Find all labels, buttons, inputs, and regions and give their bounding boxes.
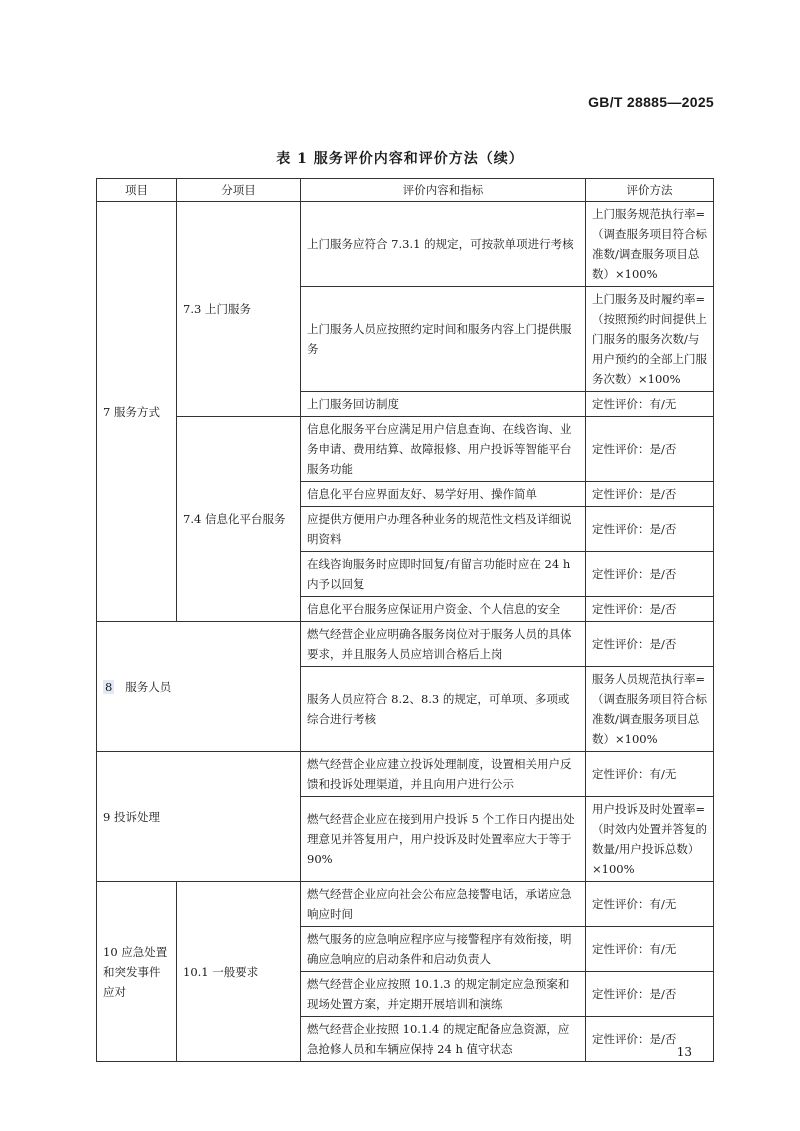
method-cell: 上门服务及时履约率=（按照预约时间提供上门服务的服务次数/与用户预约的全部上门服务次数）×100% bbox=[586, 287, 714, 392]
col-header-subitem: 分项目 bbox=[177, 179, 301, 202]
table-row bbox=[97, 202, 714, 287]
item-cell: 7 服务方式 bbox=[97, 202, 177, 622]
item-label: 服务人员 bbox=[125, 679, 172, 694]
content-cell: 燃气经营企业应在接到用户投诉 5 个工作日内提出处理意见并答复用户，用户投诉及时处置率应大于等于 90% bbox=[301, 797, 586, 882]
method-cell: 定性评价：是/否 bbox=[586, 482, 714, 507]
method-cell: 用户投诉及时处置率=（时效内处置并答复的数量/用户投诉总数）×100% bbox=[586, 797, 714, 882]
item-number-highlight: 8 bbox=[105, 679, 113, 694]
content-cell: 上门服务回访制度 bbox=[301, 392, 586, 417]
content-cell: 燃气经营企业按照 10.1.4 的规定配备应急资源，应急抢修人员和车辆应保持 24 h 值守状态 bbox=[301, 1017, 586, 1062]
method-cell: 定性评价：是/否 bbox=[586, 622, 714, 667]
content-cell: 燃气经营企业应建立投诉处理制度，设置相关用户反馈和投诉处理渠道，并且向用户进行公示 bbox=[301, 752, 586, 797]
method-cell: 定性评价：是/否 bbox=[586, 597, 714, 622]
method-cell: 定性评价：有/无 bbox=[586, 752, 714, 797]
method-cell: 定性评价：是/否 bbox=[586, 507, 714, 552]
method-cell: 定性评价：是/否 bbox=[586, 972, 714, 1017]
content-cell: 上门服务应符合 7.3.1 的规定，可按款单项进行考核 bbox=[301, 202, 586, 287]
method-cell: 定性评价：有/无 bbox=[586, 927, 714, 972]
content-cell: 信息化服务平台应满足用户信息查询、在线咨询、业务申请、费用结算、故障报修、用户投诉等智能平台服务功能 bbox=[301, 417, 586, 482]
content-cell: 上门服务人员应按照约定时间和服务内容上门提供服务 bbox=[301, 287, 586, 392]
content-cell: 燃气经营企业应明确各服务岗位对于服务人员的具体要求，并且服务人员应培训合格后上岗 bbox=[301, 622, 586, 667]
content-cell: 服务人员应符合 8.2、8.3 的规定，可单项、多项或综合进行考核 bbox=[301, 667, 586, 752]
method-cell: 定性评价：是/否 bbox=[586, 417, 714, 482]
content-cell: 燃气经营企业应按照 10.1.3 的规定制定应急预案和现场处置方案，并定期开展培训和演练 bbox=[301, 972, 586, 1017]
method-cell: 服务人员规范执行率=（调查服务项目符合标准数/调查服务项目总数）×100% bbox=[586, 667, 714, 752]
subitem-cell: 10.1 一般要求 bbox=[177, 882, 301, 1062]
table-header-row bbox=[97, 179, 714, 202]
content-cell: 应提供方便用户办理各种业务的规范性文档及详细说明资料 bbox=[301, 507, 586, 552]
table-title: 表 1 服务评价内容和评价方法（续） bbox=[276, 151, 524, 167]
item-cell: 9 投诉处理 bbox=[97, 752, 301, 882]
col-header-item: 项目 bbox=[97, 179, 177, 202]
content-cell: 燃气经营企业应向社会公布应急接警电话，承诺应急响应时间 bbox=[301, 882, 586, 927]
col-header-content: 评价内容和指标 bbox=[301, 179, 586, 202]
table-row bbox=[97, 752, 714, 797]
method-cell: 定性评价：有/无 bbox=[586, 882, 714, 927]
table-row bbox=[97, 882, 714, 927]
content-cell: 在线咨询服务时应即时回复/有留言功能时应在 24 h 内予以回复 bbox=[301, 552, 586, 597]
standard-code: GB/T 28885—2025 bbox=[588, 94, 714, 110]
content-cell: 燃气服务的应急响应程序应与接警程序有效衔接，明确应急响应的启动条件和启动负责人 bbox=[301, 927, 586, 972]
method-cell: 定性评价：是/否 bbox=[586, 552, 714, 597]
method-cell: 定性评价：是/否 bbox=[586, 1017, 714, 1062]
content-cell: 信息化平台服务应保证用户资金、个人信息的安全 bbox=[301, 597, 586, 622]
content-cell: 信息化平台应界面友好、易学好用、操作简单 bbox=[301, 482, 586, 507]
evaluation-table bbox=[96, 178, 714, 1062]
method-cell: 上门服务规范执行率=（调查服务项目符合标准数/调查服务项目总数）×100% bbox=[586, 202, 714, 287]
subitem-cell: 7.4 信息化平台服务 bbox=[177, 417, 301, 622]
item-cell bbox=[97, 622, 301, 752]
item-cell: 10 应急处置和突发事件应对 bbox=[97, 882, 177, 1062]
method-cell: 定性评价：有/无 bbox=[586, 392, 714, 417]
col-header-method: 评价方法 bbox=[586, 179, 714, 202]
subitem-cell: 7.3 上门服务 bbox=[177, 202, 301, 417]
table-row bbox=[97, 622, 714, 667]
table-row bbox=[97, 417, 714, 482]
page-number: 13 bbox=[676, 1045, 692, 1059]
